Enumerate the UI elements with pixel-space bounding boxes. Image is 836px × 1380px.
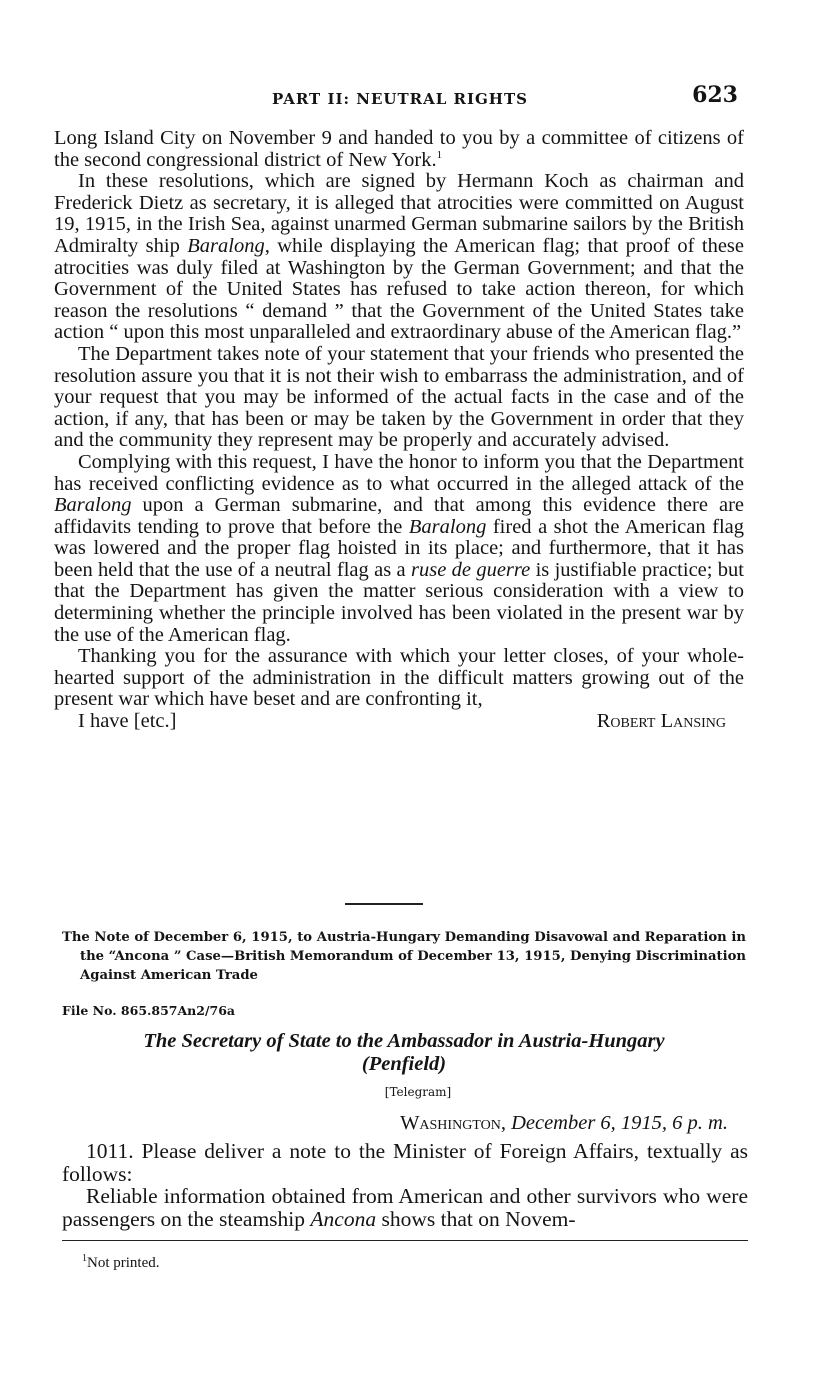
footnote [82, 1255, 160, 1272]
paragraph [54, 128, 744, 171]
ship-name: Baralong [54, 494, 132, 517]
dateline-place: Washington, [400, 1112, 506, 1134]
running-head [60, 82, 740, 112]
paragraph-text: Complying with this request, I have the honor to inform you that the Department has received conflicting evidence as to what occurred in the alleged attack of the [54, 450, 744, 495]
letter-body [54, 128, 744, 733]
running-title: PART II: NEUTRAL RIGHTS [272, 90, 528, 108]
closing-line [54, 711, 744, 733]
document-title [62, 1030, 746, 1076]
paragraph [54, 452, 744, 646]
paragraph-text: fired a shot the American flag was lowered and the proper flag hoisted in its place; and furthermore, that it has been held that the use of a neutral flag as a [54, 515, 744, 581]
section-divider [345, 903, 423, 905]
ship-name: Baralong [408, 515, 487, 538]
paragraph-text: Long Island City on November 9 and handed to you by a committee of citizens of the second congressional district of New York. [54, 127, 744, 171]
complimentary-close: I have [etc.] [78, 710, 177, 733]
document-title-recipient: (Penfield) [361, 1053, 447, 1075]
footnote-divider [62, 1240, 748, 1241]
paragraph: 1011. Please deliver a note to the Minister of Foreign Affairs, textually as follows: [62, 1139, 748, 1186]
ship-name: Ancona [310, 1206, 377, 1231]
paragraph-text: Reliable information obtained from American and other survivors who were passengers on the steamship [62, 1184, 748, 1231]
ship-name: Baralong [187, 234, 265, 257]
paragraph [54, 171, 744, 344]
signature: Robert Lansing [596, 710, 726, 733]
section-heading [62, 928, 746, 985]
document-type: [Telegram] [384, 1085, 452, 1099]
section-heading-text: The Note of December 6, 1915, to Austria-Hungary Demanding Disavowal and Reparation in the “Ancona ” Case—British Memorandum of December 13, 1915, Denying Discrimination Against American Trade [62, 930, 746, 983]
paragraph: The Department takes note of your statement that your friends who presented the resolution assure you that it is not their wish to embarrass the administration, and of your request that you may be informed of the actual facts in the case and of the action, if any, that has been or may be taken by the Government in order that they and the community they represent may be properly and accurately advised. [54, 342, 744, 452]
paragraph-text: is justifiable practice; but that the Department has given the matter serious consideration with a view to determining whether the principle involved has been violated in the present war by the use of the American flag. [54, 558, 745, 646]
footnote-marker: 1 [82, 1253, 87, 1264]
page-number: 623 [692, 82, 738, 108]
footnote-ref: 1 [436, 148, 443, 161]
file-number: File No. 865.857An2/76a [62, 1003, 236, 1018]
document-title-line: The Secretary of State to the Ambassador in Austria-Hungary [143, 1030, 665, 1052]
foreign-term: ruse de guerre [411, 558, 531, 581]
paragraph [62, 1185, 748, 1230]
paragraph-text: , while displaying the American flag; that proof of these atrocities was duly filed at Washington by the German Government; and that the Government of the United States has refused to take action thereon, for which reason the resolutions “ demand ” that the Government of the United States take action “ upon this most unparalleled and extraordinary abuse of the American flag.” [54, 234, 745, 344]
dateline [400, 1112, 728, 1135]
paragraph-text: upon a German submarine, and that among this evidence there are affidavits tending to prove that before the [54, 494, 744, 538]
dateline-date: December 6, 1915, 6 p. m. [511, 1112, 728, 1134]
paragraph: Thanking you for the assurance with which your letter closes, of your whole-hearted support of the administration in the difficult matters growing out of the present war which have beset and are confronting it, [54, 645, 744, 711]
paragraph-text: shows that on Novem- [381, 1206, 576, 1231]
footnote-text: Not printed. [87, 1255, 160, 1271]
paragraph-text: In these resolutions, which are signed by Hermann Koch as chairman and Frederick Dietz as secretary, it is alleged that atrocities were committed on August 19, 1915, in the Irish Sea, against unarmed German submarine sailors by the British Admiralty ship [54, 170, 744, 257]
telegram-body [62, 1140, 748, 1230]
